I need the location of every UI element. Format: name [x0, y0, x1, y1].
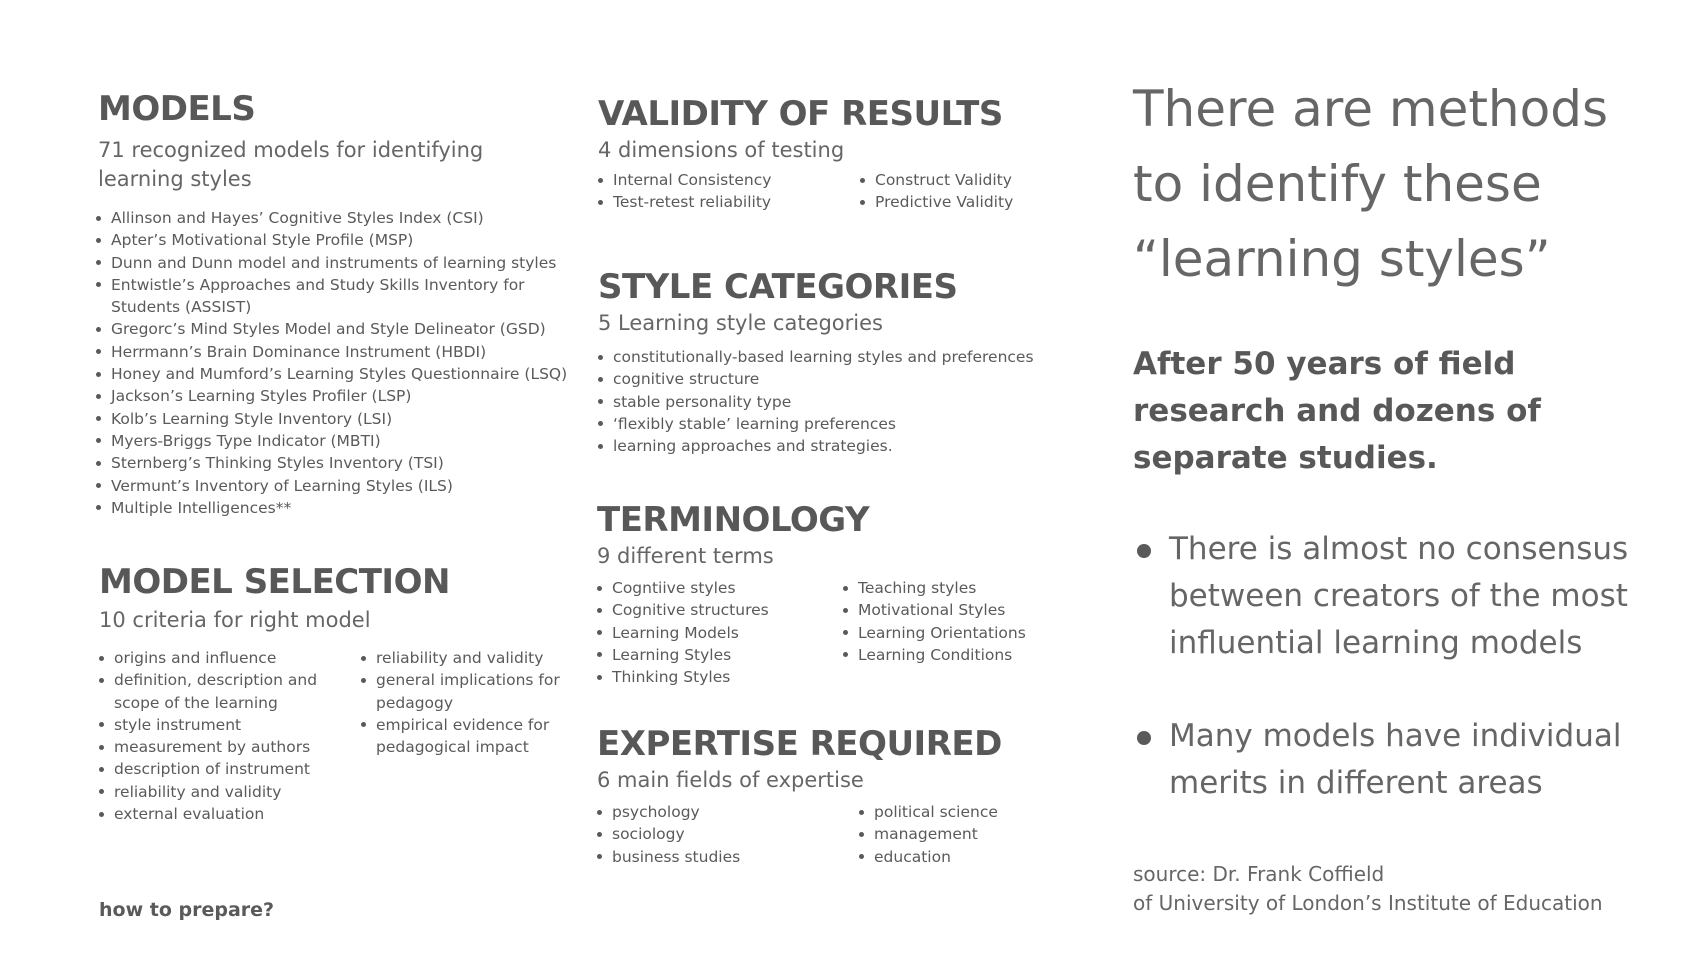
category-list-item: constitutionally-based learning styles and preferences — [598, 346, 1068, 368]
category-list-item: cognitive structure — [598, 368, 1068, 390]
criteria-list-item: general implications for pedagogy — [361, 669, 561, 714]
expertise-list-item: education — [859, 846, 1059, 868]
merits-bullet: Many models have individual merits in different areas — [1133, 713, 1659, 807]
validity-list-2 — [860, 169, 1060, 214]
how-to-prepare-link[interactable]: how to prepare? — [99, 899, 275, 921]
expertise-section — [597, 724, 1067, 868]
term-list-item: Thinking Styles — [597, 666, 843, 688]
criteria-list-item: reliability and validity — [361, 647, 561, 669]
criteria-list-item: style instrument — [99, 714, 361, 736]
criteria-list-item: measurement by authors — [99, 736, 361, 758]
term-list-item: Cognitive structures — [597, 599, 843, 621]
expertise-list-2 — [859, 801, 1059, 868]
source-citation — [1133, 860, 1603, 918]
validity-list-item: Construct Validity — [860, 169, 1060, 191]
model-list-item: Myers-Briggs Type Indicator (MBTI) — [96, 430, 568, 452]
model-selection-list-1 — [99, 647, 361, 825]
models-subtitle: 71 recognized models for identifying learning styles — [98, 138, 484, 191]
expertise-list-item: sociology — [597, 823, 859, 845]
model-selection-heading: MODEL SELECTION — [99, 562, 450, 602]
models-heading: MODELS — [98, 89, 256, 129]
model-list-item: Dunn and Dunn model and instruments of learning styles — [96, 252, 568, 274]
term-list-item: Motivational Styles — [843, 599, 1063, 621]
expertise-subtitle: 6 main fields of expertise — [597, 768, 864, 792]
expertise-list-item: political science — [859, 801, 1059, 823]
category-list-item: learning approaches and strategies. — [598, 435, 1068, 457]
criteria-list-item: origins and influence — [99, 647, 361, 669]
category-list-item: ‘flexibly stable’ learning preferences — [598, 413, 1068, 435]
style-categories-list — [598, 346, 1068, 457]
consensus-bullet: There is almost no consensus between creators of the most influential learning models — [1133, 526, 1659, 667]
style-categories-section — [598, 267, 1068, 457]
model-selection-list-2 — [361, 647, 561, 825]
expertise-list-item: management — [859, 823, 1059, 845]
research-statement: After 50 years of field research and dozens of separate studies. — [1133, 346, 1541, 476]
criteria-list-item: reliability and validity — [99, 781, 361, 803]
terminology-section — [597, 500, 1067, 688]
terminology-list-2 — [843, 577, 1063, 688]
criteria-list-item: definition, description and scope of the learning — [99, 669, 361, 714]
expertise-list-item: business studies — [597, 846, 859, 868]
headline: There are methods to identify these “learning styles” — [1133, 80, 1608, 288]
validity-list-item: Predictive Validity — [860, 191, 1060, 213]
source-line-1: source: Dr. Frank Coffield — [1133, 862, 1385, 886]
validity-list-1 — [598, 169, 860, 214]
terminology-heading: TERMINOLOGY — [597, 500, 870, 540]
model-list-item: Allinson and Hayes’ Cognitive Styles Index (CSI) — [96, 207, 568, 229]
style-categories-subtitle: 5 Learning style categories — [598, 311, 883, 335]
model-list-item: Jackson’s Learning Styles Profiler (LSP) — [96, 385, 568, 407]
validity-subtitle: 4 dimensions of testing — [598, 138, 845, 162]
terminology-list-1 — [597, 577, 843, 688]
term-list-item: Learning Models — [597, 622, 843, 644]
criteria-list-item: empirical evidence for pedagogical impact — [361, 714, 561, 759]
model-list-item: Vermunt’s Inventory of Learning Styles (ILS) — [96, 475, 568, 497]
model-list-item: Gregorc’s Mind Styles Model and Style Delineator (GSD) — [96, 318, 568, 340]
terminology-subtitle: 9 different terms — [597, 544, 774, 568]
model-list-item: Kolb’s Learning Style Inventory (LSI) — [96, 408, 568, 430]
term-list-item: Learning Orientations — [843, 622, 1063, 644]
style-categories-heading: STYLE CATEGORIES — [598, 267, 958, 307]
model-list-item: Herrmann’s Brain Dominance Instrument (HBDI) — [96, 341, 568, 363]
expertise-heading: EXPERTISE REQUIRED — [597, 724, 1002, 764]
models-section — [98, 89, 568, 519]
model-list-item: Sternberg’s Thinking Styles Inventory (TSI) — [96, 452, 568, 474]
source-line-2: of University of London’s Institute of Education — [1133, 891, 1603, 915]
category-list-item: stable personality type — [598, 391, 1068, 413]
model-selection-section — [99, 562, 579, 825]
expertise-list-item: psychology — [597, 801, 859, 823]
validity-list-item: Test-retest reliability — [598, 191, 860, 213]
validity-list-item: Internal Consistency — [598, 169, 860, 191]
model-list-item: Apter’s Motivational Style Profile (MSP) — [96, 229, 568, 251]
validity-section — [598, 94, 1068, 214]
term-list-item: Learning Conditions — [843, 644, 1063, 666]
model-list-item: Honey and Mumford’s Learning Styles Questionnaire (LSQ) — [96, 363, 568, 385]
model-list-item: Multiple Intelligences** — [96, 497, 568, 519]
expertise-list-1 — [597, 801, 859, 868]
term-list-item: Teaching styles — [843, 577, 1063, 599]
term-list-item: Cogntiive styles — [597, 577, 843, 599]
term-list-item: Learning Styles — [597, 644, 843, 666]
criteria-list-item: external evaluation — [99, 803, 361, 825]
model-selection-subtitle: 10 criteria for right model — [99, 608, 371, 632]
model-list-item: Entwistle’s Approaches and Study Skills Inventory for Students (ASSIST) — [96, 274, 568, 319]
criteria-list-item: description of instrument — [99, 758, 361, 780]
models-list — [96, 207, 568, 519]
right-panel — [1133, 72, 1673, 807]
validity-heading: VALIDITY OF RESULTS — [598, 94, 1003, 134]
